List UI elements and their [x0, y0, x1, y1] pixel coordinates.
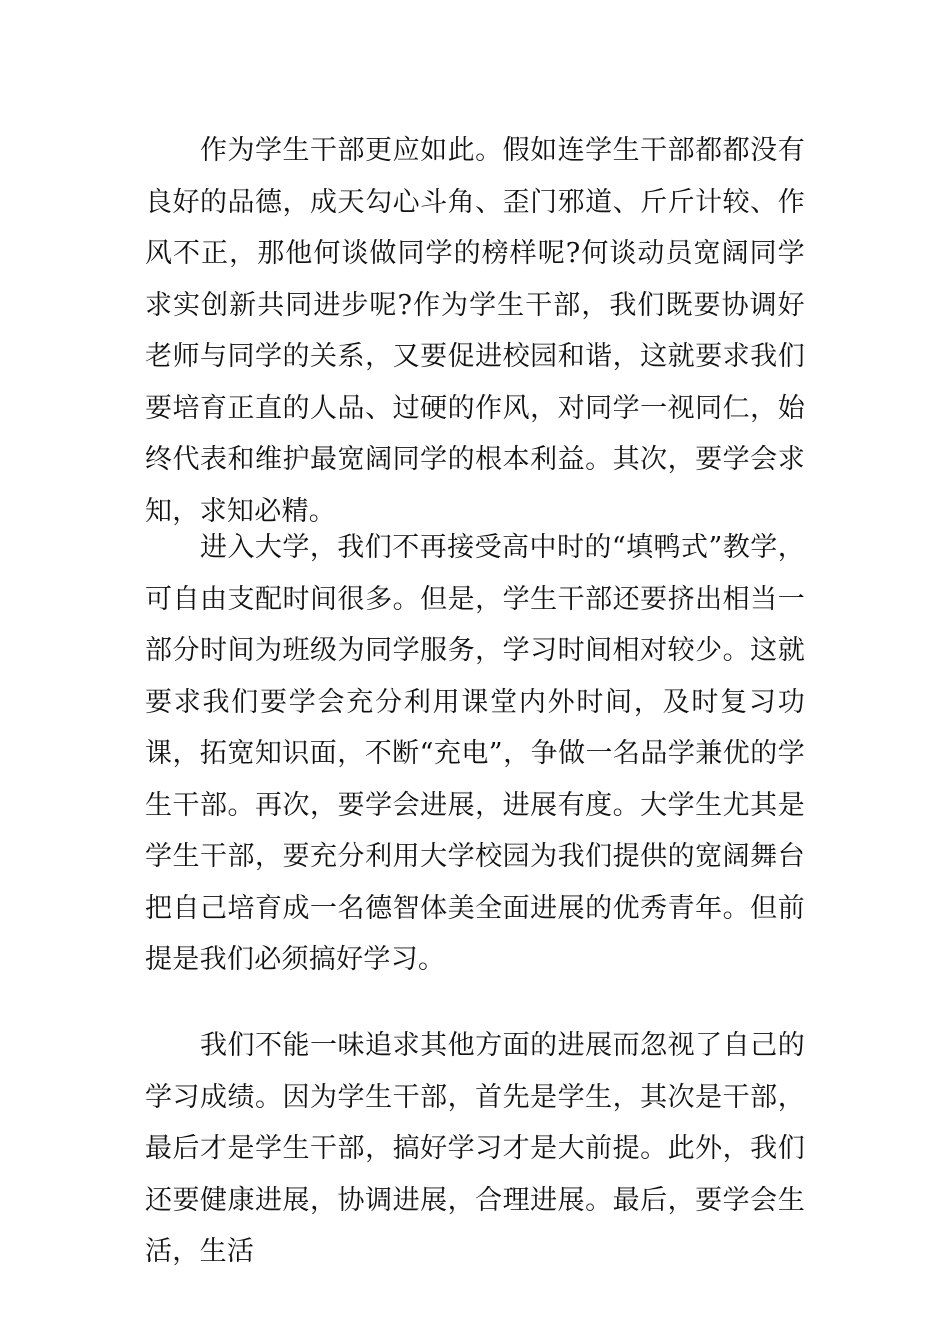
- paragraph-2: 进入大学，我们不再接受高中时的“填鸭式”教学，可自由支配时间很多。但是，学生干部还要挤出相当一部分时间为班级为同学服务，学习时间相对较少。这就要求我们要学会充分利用课堂内外时间，及时复习功课，拓宽知识面，不断“充电”，争做一名品学兼优的学生干部。再次，要学会进展，进展有度。大学生尤其是学生干部，要充分利用大学校园为我们提供的宽阔舞台把自己培育成一名德智体美全面进展的优秀青年。但前提是我们必须搞好学习。: [145, 532, 805, 975]
- paragraph-1: 作为学生干部更应如此。假如连学生干部都都没有良好的品德，成天勾心斗角、歪门邪道、斤斤计较、作风不正，那他何谈做同学的榜样呢?何谈动员宽阔同学求实创新共同进步呢?作为学生干部，我们既要协调好老师与同学的关系，又要促进校园和谐，这就要求我们要培育正直的人品、过硬的作风，对同学一视同仁，始终代表和维护最宽阔同学的根本利益。其次，要学会求知，求知必精。: [145, 135, 805, 527]
- paragraph-3: 我们不能一味追求其他方面的进展而忽视了自己的学习成绩。因为学生干部，首先是学生，其次是干部，最后才是学生干部，搞好学习才是大前提。此外，我们还要健康进展，协调进展，合理进展。最后，要学会生活，生活: [145, 1030, 805, 1267]
